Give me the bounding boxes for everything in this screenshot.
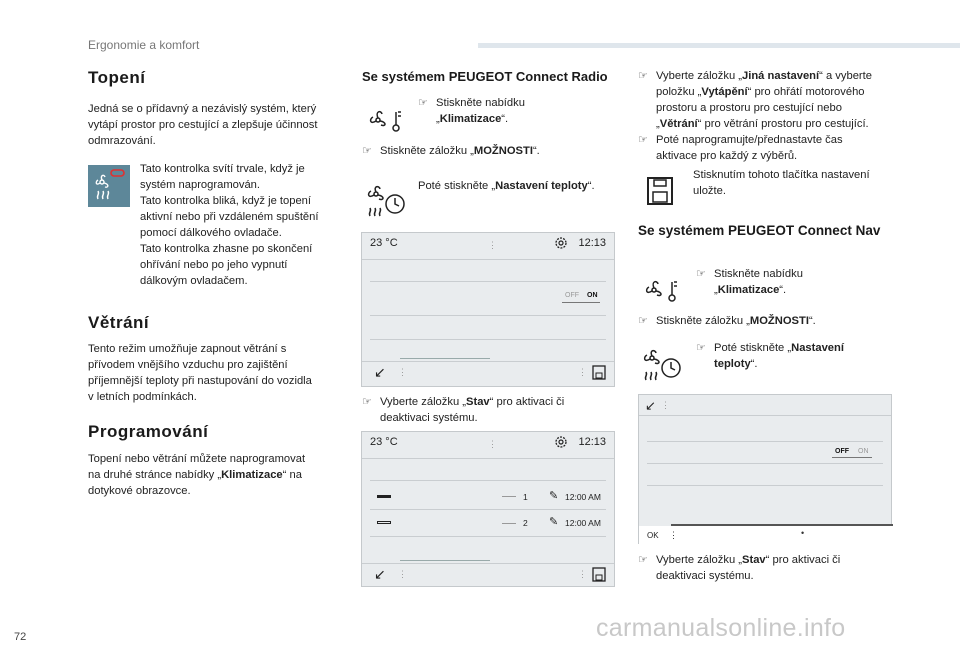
- ventilation-program-icon: [377, 521, 391, 524]
- radio-step-6: ☞ Poté naprogramujte/přednastavte čas aktivace pro každý z výběrů.: [638, 134, 843, 162]
- save-icon[interactable]: [592, 567, 606, 582]
- program-2-number: 2: [523, 518, 528, 528]
- page-number: 72: [14, 631, 27, 643]
- vetrani-text: Tento režim umožňuje zapnout větrání s přívodem vnějšího vzduchu pro zajištění příjemnější teploty při nastupování do vozidla v letních podmínkách.: [88, 343, 312, 403]
- temperature-display: 23 °C: [370, 436, 398, 448]
- arrow-icon: ☞: [362, 145, 372, 157]
- back-arrow-icon[interactable]: ↙: [645, 398, 656, 413]
- nav-screen: ↙ ⋮ OFF ON OK ⋮ •: [638, 394, 892, 544]
- arrow-icon: ☞: [638, 134, 648, 146]
- climate-menu-icon: [366, 102, 406, 142]
- save-description: Stisknutím tohoto tlačítka nastavení uložte.: [693, 169, 870, 197]
- nav-step-2: ☞ Stiskněte záložku „MOŽNOSTI“.: [638, 315, 816, 327]
- status-toggle[interactable]: [832, 457, 872, 458]
- gear-icon[interactable]: [554, 435, 568, 449]
- radio-step-4: ☞ Vyberte záložku „Stav“ pro aktivaci či deaktivaci systému.: [362, 396, 565, 424]
- ok-button[interactable]: OK: [647, 531, 659, 540]
- clock-display: 12:13: [578, 436, 606, 448]
- indicator-description: Tato kontrolka svítí trvale, když je systém naprogramován. Tato kontrolka bliká, když je topení aktivní nebo při vzdáleném spuštění pomocí dálkového ovladače. Tato kontrolka zhasne po skončení ohřívání nebo po jeho vypnutí dálkovým ovladačem.: [140, 163, 319, 287]
- gear-icon[interactable]: [554, 236, 568, 250]
- radio-screen-1: 23 °C ⋮ 12:13 OFF ON ↙ ⋮ ⋮: [361, 232, 615, 387]
- heater-indicator-icon: [88, 165, 130, 207]
- program-1-number: 1: [523, 492, 528, 502]
- off-label: OFF: [565, 292, 579, 299]
- temperature-display: 23 °C: [370, 237, 398, 249]
- heating-program-icon: [377, 495, 391, 498]
- chapter-title: Ergonomie a komfort: [88, 38, 200, 52]
- back-arrow-icon[interactable]: ↙: [374, 364, 386, 380]
- arrow-icon: ☞: [696, 268, 706, 280]
- nav-step-1: ☞ Stiskněte nabídku „Klimatizace“.: [696, 268, 803, 296]
- back-arrow-icon[interactable]: ↙: [374, 566, 386, 582]
- nav-step-4: ☞ Vyberte záložku „Stav“ pro aktivaci či deaktivaci systému.: [638, 554, 841, 582]
- radio-step-5: ☞ Vyberte záložku „Jiná nastavení“ a vyberte položku „Vytápění“ pro ohřátí motorového prostoru a prostoru pro cestující nebo „Větrání“ pro větrání prostoru pro cestující.: [638, 70, 872, 130]
- connect-nav-heading: Se systémem PEUGEOT Connect Nav: [638, 223, 881, 238]
- arrow-icon: ☞: [638, 315, 648, 327]
- program-1-time[interactable]: 12:00 AM: [565, 492, 601, 502]
- clock-display: 12:13: [578, 237, 606, 249]
- temperature-settings-icon: [640, 346, 684, 390]
- topeni-heading: Topení: [88, 68, 146, 87]
- arrow-icon: ☞: [638, 70, 648, 82]
- arrow-icon: ☞: [696, 342, 706, 354]
- watermark: carmanualsonline.info: [596, 614, 846, 642]
- on-label: ON: [858, 448, 869, 455]
- programovani-text: Topení nebo větrání můžete naprogramovat na druhé stránce nabídky „Klimatizace“ na dotykové obrazovce.: [88, 453, 306, 497]
- on-label: ON: [587, 292, 598, 299]
- program-2-time[interactable]: 12:00 AM: [565, 518, 601, 528]
- temperature-settings-icon: [364, 182, 408, 226]
- climate-menu-icon: [642, 272, 682, 312]
- arrow-icon: ☞: [638, 554, 648, 566]
- arrow-icon: ☞: [362, 396, 372, 408]
- nav-step-3: ☞ Poté stiskněte „Nastavení teploty“.: [696, 342, 844, 370]
- programovani-heading: Programování: [88, 422, 209, 441]
- vetrani-heading: Větrání: [88, 313, 150, 332]
- radio-screen-2: 23 °C ⋮ 12:13 1 ✎ 12:00 AM 2 ✎ 12:00 AM ↙ ⋮ ⋮: [361, 431, 615, 587]
- off-label: OFF: [835, 448, 849, 455]
- radio-step-3: Poté stiskněte „Nastavení teploty“.: [418, 180, 595, 192]
- topeni-intro: Jedná se o přídavný a nezávislý systém, který vytápí prostor pro cestující a zlepšuje účinnost odmrazování.: [88, 103, 318, 147]
- status-toggle[interactable]: [562, 302, 600, 303]
- header-rule: [478, 43, 960, 48]
- radio-step-1: ☞ Stiskněte nabídku „Klimatizace“.: [418, 97, 525, 125]
- save-icon[interactable]: [592, 365, 606, 380]
- arrow-icon: ☞: [418, 97, 428, 109]
- edit-pencil-icon[interactable]: ✎: [549, 516, 559, 528]
- connect-radio-heading: Se systémem PEUGEOT Connect Radio: [362, 69, 608, 84]
- save-icon: [646, 176, 674, 206]
- radio-step-2: ☞ Stiskněte záložku „MOŽNOSTI“.: [362, 145, 540, 157]
- edit-pencil-icon[interactable]: ✎: [549, 490, 559, 502]
